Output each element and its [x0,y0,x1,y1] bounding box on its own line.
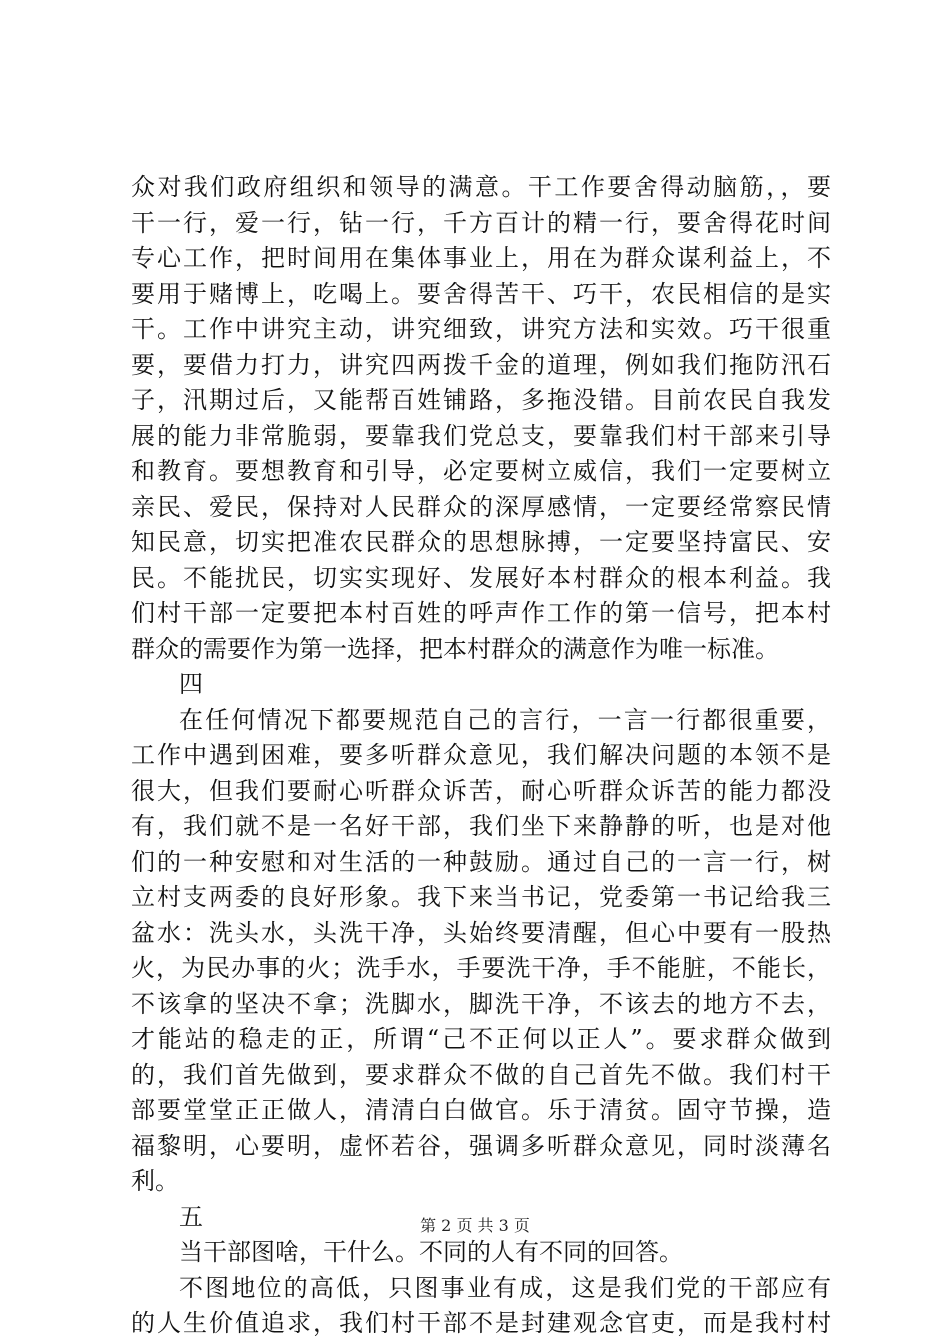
text-line: 的，我们首先做到，要求群众不做的自己首先不做。我们村干 [131,1060,831,1089]
page-footer: 第 2 页 共 3 页 [420,1216,530,1235]
text-line: 工作中遇到困难，要多听群众意见，我们解决问题的本领不是 [131,741,831,769]
text-line: 干。工作中讲究主动，讲究细致，讲究方法和实效。巧干很重 [131,315,831,343]
text-line: 知民意，切实把准农民群众的思想脉搏，一定要坚持富民、安 [131,528,831,556]
text-line: 干一行，爱一行，钻一行，千方百计的精一行，要舍得花时间 [131,208,831,237]
text-line: 要用于赌博上，吃喝上。要舍得苦干、巧干，农民相信的是实 [131,279,831,308]
text-line: 不图地位的高低，只图事业有成，这是我们党的干部应有 [179,1273,831,1302]
text-line: 火，为民办事的火；洗手水，手要洗干净，手不能脏，不能长， [131,954,831,982]
text-line: 亲民、爱民，保持对人民群众的深厚感情，一定要经常察民情 [131,492,831,521]
text-line: 群众的需要作为第一选择，把本村群众的满意作为唯一标准。 [131,634,779,663]
text-line: 子，汛期过后，又能帮百姓铺路，多拖没错。目前农民自我发 [131,386,831,414]
text-line: 福黎明，心要明，虚怀若谷，强调多听群众意见，同时淡薄名 [131,1131,831,1160]
text-line: 民。不能扰民，切实实现好、发展好本村群众的根本利益。我 [131,563,831,592]
text-line: 部要堂堂正正做人，清清白白做官。乐于清贫。固守节操，造 [131,1096,831,1124]
text-line: 们村干部一定要把本村百姓的呼声作工作的第一信号，把本村 [131,599,831,627]
text-line: 和教育。要想教育和引导，必定要树立威信，我们一定要树立 [131,457,831,485]
text-line: 当干部图啥，干什么。不同的人有不同的回答。 [179,1238,683,1266]
text-line: 利。 [131,1167,179,1195]
text-line: 在任何情况下都要规范自己的言行，一言一行都很重要， [179,705,831,734]
text-line: 众对我们政府组织和领导的满意。干工作要舍得动脑筋，，要 [131,173,831,201]
text-line: 五 [179,1202,203,1231]
body-text [131,170,831,1342]
text-line: 盆水：洗头水，头洗干净，头始终要清醒，但心中要有一股热 [131,918,831,947]
text-line: 展的能力非常脆弱，要靠我们党总支，要靠我们村干部来引导 [131,421,831,450]
text-line: 很大，但我们要耐心听群众诉苦，耐心听群众诉苦的能力都没 [131,776,831,805]
text-line: 四 [179,670,203,698]
text-line: 不该拿的坚决不拿；洗脚水，脚洗干净，不该去的地方不去， [131,989,831,1018]
text-line: 们的一种安慰和对生活的一种鼓励。通过自己的一言一行，树 [131,847,831,876]
text-line: 要，要借力打力，讲究四两拨千金的道理，例如我们拖防汛石 [131,350,831,379]
text-line: 专心工作，把时间用在集体事业上，用在为群众谋利益上，不 [131,244,831,272]
text-line: 的人生价值追求，我们村干部不是封建观念官吏，而是我村村 [131,1309,831,1337]
text-line: 有，我们就不是一名好干部，我们坐下来静静的听，也是对他 [131,812,831,840]
text-line: 立村支两委的良好形象。我下来当书记，党委第一书记给我三 [131,883,831,911]
text-line: 才能站的稳走的正，所谓“己不正何以正人”。要求群众做到 [131,1025,831,1053]
